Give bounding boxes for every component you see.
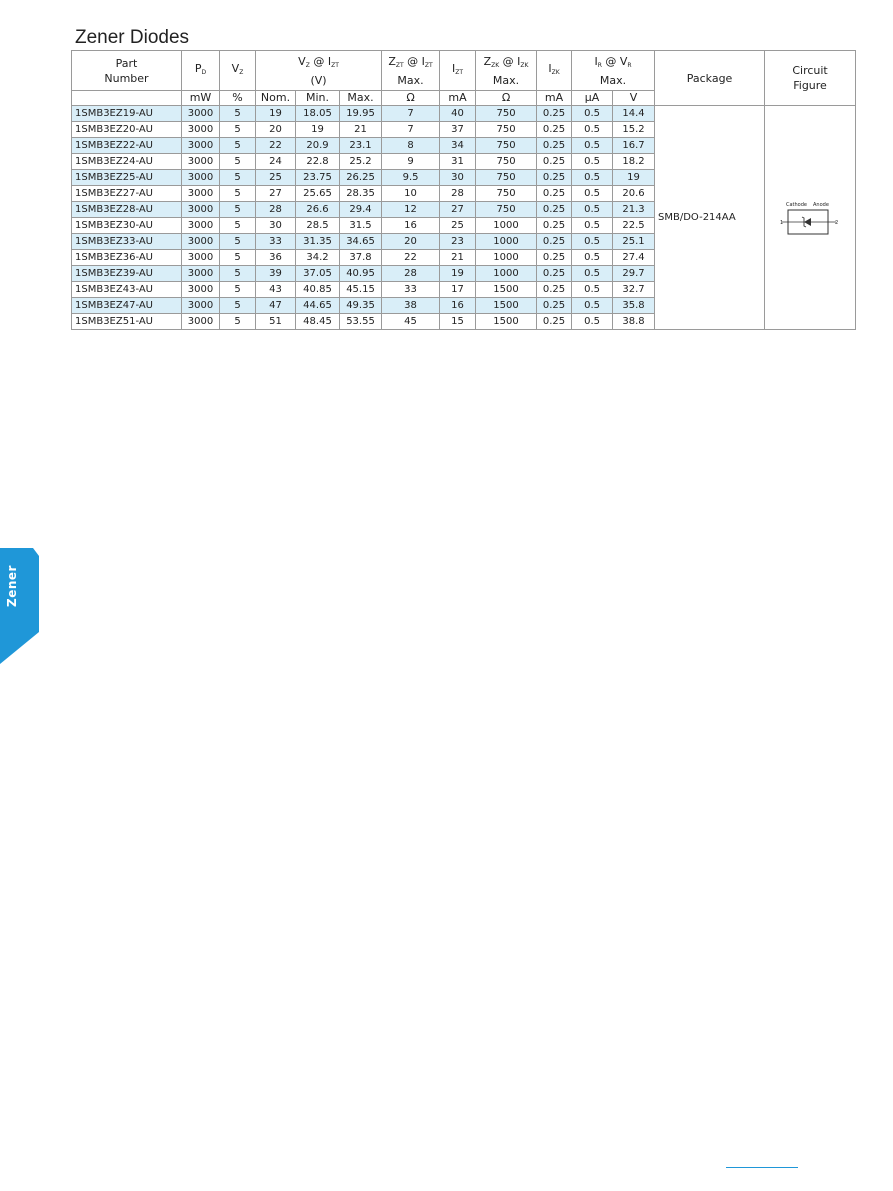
value-cell: 1000 [476,218,537,234]
value-cell: 24 [256,154,296,170]
value-cell: 32.7 [613,282,655,298]
value-cell: 48.45 [296,314,340,330]
value-cell: 22 [382,250,440,266]
value-cell: 21 [340,122,382,138]
value-cell: 1000 [476,266,537,282]
value-cell: 3000 [182,106,220,122]
part-number-cell: 1SMB3EZ28-AU [72,202,182,218]
pin2-label: 2 [835,219,839,226]
value-cell: 5 [220,202,256,218]
value-cell: 28 [256,202,296,218]
unit-cell: V [613,91,655,106]
value-cell: 28 [382,266,440,282]
circuit-figure-cell [765,106,856,330]
value-cell: 29.4 [340,202,382,218]
value-cell: 0.5 [572,314,613,330]
value-cell: 3000 [182,250,220,266]
value-cell: 18.05 [296,106,340,122]
part-number-cell: 1SMB3EZ27-AU [72,186,182,202]
unit-cell: Ω [476,91,537,106]
header-pd: $P_D$ [182,51,220,91]
value-cell: 5 [220,314,256,330]
value-cell: 36 [256,250,296,266]
value-cell: 1500 [476,314,537,330]
value-cell: 33 [256,234,296,250]
value-cell: 3000 [182,170,220,186]
part-number-cell: 1SMB3EZ39-AU [72,266,182,282]
value-cell: 3000 [182,122,220,138]
value-cell: 0.25 [537,186,572,202]
value-cell: 25.2 [340,154,382,170]
value-cell: 20.6 [613,186,655,202]
value-cell: 40 [440,106,476,122]
value-cell: 5 [220,282,256,298]
value-cell: 750 [476,186,537,202]
value-cell: 19 [440,266,476,282]
value-cell: 0.25 [537,298,572,314]
value-cell: 0.25 [537,314,572,330]
unit-cell: µA [572,91,613,106]
value-cell: 21 [440,250,476,266]
value-cell: 750 [476,138,537,154]
table-row [72,106,856,122]
value-cell: 750 [476,154,537,170]
value-cell: 30 [256,218,296,234]
part-number-cell: 1SMB3EZ22-AU [72,138,182,154]
unit-cell: % [220,91,256,106]
value-cell: 3000 [182,282,220,298]
value-cell: 30 [440,170,476,186]
pin1-label: 1 [780,219,784,226]
value-cell: 15 [440,314,476,330]
value-cell: 45 [382,314,440,330]
value-cell: 19 [296,122,340,138]
value-cell: 5 [220,122,256,138]
side-tab-label: Zener [5,565,19,607]
value-cell: 47 [256,298,296,314]
value-cell: 3000 [182,186,220,202]
header-package: Package [655,51,765,106]
value-cell: 750 [476,202,537,218]
unit-cell: mA [537,91,572,106]
header-zzk: $Z_{ZK}$ @ $I_{ZK}$ Max. [476,51,537,91]
header-zzt: $Z_{ZT}$ @ $I_{ZT}$ Max. [382,51,440,91]
value-cell: 20.9 [296,138,340,154]
value-cell: 0.5 [572,266,613,282]
value-cell: 37.05 [296,266,340,282]
header-izt: $I_{ZT}$ [440,51,476,91]
value-cell: 3000 [182,298,220,314]
value-cell: 22.8 [296,154,340,170]
value-cell: 5 [220,218,256,234]
value-cell: 31.35 [296,234,340,250]
part-number-cell: 1SMB3EZ43-AU [72,282,182,298]
value-cell: 40.95 [340,266,382,282]
value-cell: 0.5 [572,138,613,154]
value-cell: 5 [220,106,256,122]
part-number-cell: 1SMB3EZ24-AU [72,154,182,170]
value-cell: 5 [220,138,256,154]
value-cell: 26.6 [296,202,340,218]
value-cell: 0.25 [537,250,572,266]
value-cell: 43 [256,282,296,298]
value-cell: 28.5 [296,218,340,234]
value-cell: 25.1 [613,234,655,250]
value-cell: 5 [220,266,256,282]
value-cell: 19 [256,106,296,122]
page-title: Zener Diodes [75,27,190,48]
header-part-number: Part Number [72,51,182,91]
value-cell: 0.5 [572,218,613,234]
value-cell: 0.25 [537,106,572,122]
value-cell: 23.75 [296,170,340,186]
value-cell: 0.25 [537,234,572,250]
value-cell: 3000 [182,266,220,282]
unit-cell: Max. [340,91,382,106]
value-cell: 0.5 [572,202,613,218]
value-cell: 34 [440,138,476,154]
value-cell: 1500 [476,282,537,298]
value-cell: 3000 [182,202,220,218]
value-cell: 23.1 [340,138,382,154]
part-number-cell: 1SMB3EZ25-AU [72,170,182,186]
value-cell: 14.4 [613,106,655,122]
value-cell: 0.25 [537,282,572,298]
value-cell: 5 [220,298,256,314]
value-cell: 16.7 [613,138,655,154]
footer-rule [726,1167,798,1168]
value-cell: 37.8 [340,250,382,266]
value-cell: 0.5 [572,170,613,186]
value-cell: 750 [476,170,537,186]
value-cell: 38.8 [613,314,655,330]
unit-cell: mA [440,91,476,106]
header-vz-tolerance: $V_Z$ [220,51,256,91]
value-cell: 7 [382,122,440,138]
value-cell: 5 [220,170,256,186]
value-cell: 28.35 [340,186,382,202]
value-cell: 9.5 [382,170,440,186]
value-cell: 5 [220,234,256,250]
value-cell: 3000 [182,314,220,330]
unit-cell: mW [182,91,220,106]
value-cell: 17 [440,282,476,298]
value-cell: 3000 [182,138,220,154]
value-cell: 15.2 [613,122,655,138]
zener-diode-symbol-icon [780,200,840,236]
header-izk: $I_{ZK}$ [537,51,572,91]
anode-label: Anode [813,201,829,208]
value-cell: 0.25 [537,202,572,218]
package-cell: SMB/DO-214AA [655,106,765,330]
value-cell: 29.7 [613,266,655,282]
value-cell: 23 [440,234,476,250]
value-cell: 22.5 [613,218,655,234]
part-number-cell: 1SMB3EZ47-AU [72,298,182,314]
value-cell: 45.15 [340,282,382,298]
value-cell: 19.95 [340,106,382,122]
value-cell: 0.5 [572,250,613,266]
value-cell: 25 [440,218,476,234]
part-number-cell: 1SMB3EZ30-AU [72,218,182,234]
value-cell: 0.5 [572,282,613,298]
value-cell: 1500 [476,298,537,314]
value-cell: 0.5 [572,234,613,250]
value-cell: 10 [382,186,440,202]
value-cell: 3000 [182,218,220,234]
value-cell: 0.25 [537,170,572,186]
value-cell: 0.25 [537,138,572,154]
value-cell: 7 [382,106,440,122]
value-cell: 0.5 [572,186,613,202]
unit-cell: Min. [296,91,340,106]
value-cell: 53.55 [340,314,382,330]
value-cell: 9 [382,154,440,170]
unit-cell: Ω [382,91,440,106]
value-cell: 0.5 [572,154,613,170]
value-cell: 750 [476,106,537,122]
value-cell: 38 [382,298,440,314]
header-circuit-figure: Circuit Figure [765,51,856,106]
value-cell: 19 [613,170,655,186]
cathode-label: Cathode [786,201,808,208]
value-cell: 25 [256,170,296,186]
value-cell: 20 [256,122,296,138]
value-cell: 25.65 [296,186,340,202]
value-cell: 22 [256,138,296,154]
part-number-cell: 1SMB3EZ51-AU [72,314,182,330]
value-cell: 3000 [182,154,220,170]
value-cell: 750 [476,122,537,138]
value-cell: 5 [220,154,256,170]
value-cell: 8 [382,138,440,154]
part-number-cell: 1SMB3EZ36-AU [72,250,182,266]
header-vz-at-izt: $V_Z$ @ $I_{ZT}$ (V) [256,51,382,91]
value-cell: 18.2 [613,154,655,170]
value-cell: 34.2 [296,250,340,266]
part-number-cell: 1SMB3EZ20-AU [72,122,182,138]
part-number-cell: 1SMB3EZ19-AU [72,106,182,122]
value-cell: 27 [256,186,296,202]
value-cell: 5 [220,250,256,266]
value-cell: 51 [256,314,296,330]
value-cell: 37 [440,122,476,138]
value-cell: 16 [382,218,440,234]
value-cell: 0.25 [537,122,572,138]
header-ir-at-vr: $I_R$ @ $V_R$ Max. [572,51,655,91]
value-cell: 34.65 [340,234,382,250]
value-cell: 16 [440,298,476,314]
spec-table [71,50,856,330]
value-cell: 27 [440,202,476,218]
value-cell: 5 [220,186,256,202]
value-cell: 1000 [476,250,537,266]
value-cell: 0.25 [537,154,572,170]
unit-cell: Nom. [256,91,296,106]
value-cell: 31 [440,154,476,170]
value-cell: 35.8 [613,298,655,314]
value-cell: 31.5 [340,218,382,234]
value-cell: 0.25 [537,266,572,282]
value-cell: 39 [256,266,296,282]
value-cell: 49.35 [340,298,382,314]
value-cell: 12 [382,202,440,218]
value-cell: 40.85 [296,282,340,298]
value-cell: 1000 [476,234,537,250]
value-cell: 26.25 [340,170,382,186]
value-cell: 44.65 [296,298,340,314]
unit-part-blank [72,91,182,106]
value-cell: 3000 [182,234,220,250]
value-cell: 27.4 [613,250,655,266]
value-cell: 0.5 [572,298,613,314]
value-cell: 0.5 [572,106,613,122]
value-cell: 0.5 [572,122,613,138]
value-cell: 28 [440,186,476,202]
value-cell: 0.25 [537,218,572,234]
part-number-cell: 1SMB3EZ33-AU [72,234,182,250]
value-cell: 21.3 [613,202,655,218]
value-cell: 33 [382,282,440,298]
value-cell: 20 [382,234,440,250]
